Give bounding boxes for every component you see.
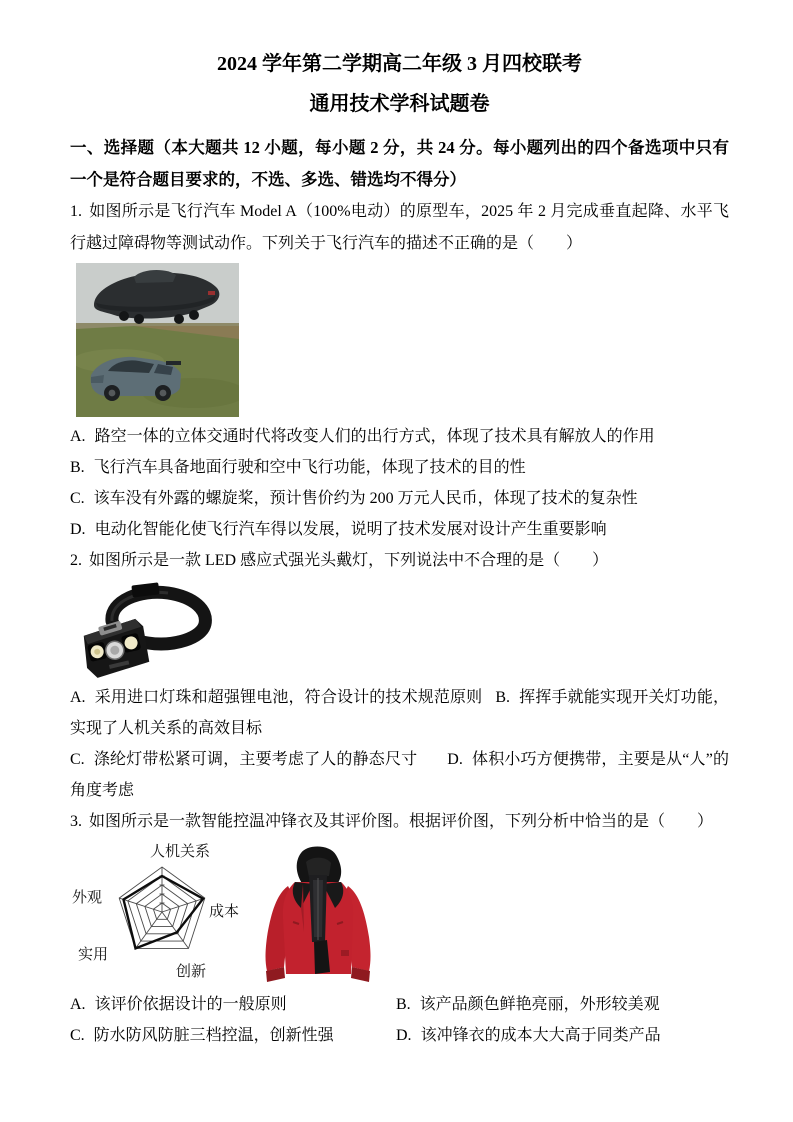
question-2-stem (70, 545, 729, 576)
question-3-option-d: D. 该冲锋衣的成本大大高于同类产品 (396, 1026, 661, 1044)
section-heading: 一、选择题（本大题共 12 小题，每小题 2 分，共 24 分。每小题列出的四个备选项中只有一个是符合题目要求的，不选、多选、错选均不得分） (70, 138, 729, 190)
question-1-stem (70, 196, 729, 258)
led-headlamp-photo-svg (76, 581, 214, 678)
question-3-figures (70, 842, 729, 985)
exam-title: 2024 学年第二学期高二年级 3 月四校联考 (217, 53, 582, 75)
question-2-option-a: A. 采用进口灯珠和超强锂电池，符合设计的技术规范原则 (70, 688, 483, 706)
radar-axis-label-chuangxin: 创新 (176, 963, 207, 980)
question-3 (70, 806, 729, 1051)
radar-axis-label-renji: 人机关系 (150, 843, 211, 860)
radar-axis-label-waiguan: 外观 (72, 889, 103, 906)
flying-car-photo (76, 263, 729, 417)
question-3-option-a: A. 该评价依据设计的一般原则 (70, 995, 287, 1013)
question-3-stem-text: 如图所示是一款智能控温冲锋衣及其评价图。根据评价图，下列分析中恰当的是（ ） (89, 813, 714, 831)
flying-car-photo-svg (76, 263, 239, 417)
question-2-option-b: B. 挥挥手就能实现开关灯功能，实现了人机关系的高效目标 (70, 688, 729, 737)
question-1-number: 1. (70, 203, 82, 221)
question-3-option-c: C. 防水防风防脏三档控温，创新性强 (70, 1026, 334, 1044)
jacket-photo (257, 842, 379, 985)
question-2-options-row-2 (70, 744, 729, 806)
question-1-option-c: C. 该车没有外露的螺旋桨，预计售价约为 200 万元人民币，体现了技术的复杂性 (70, 490, 638, 508)
radar-data-polygon (124, 876, 204, 948)
jacket (266, 846, 371, 982)
question-1-options (70, 421, 729, 546)
question-3-number: 3. (70, 813, 82, 831)
question-1-option-b: B. 飞行汽车具备地面行驶和空中飞行功能，体现了技术的目的性 (70, 458, 526, 476)
headlamp-body (78, 615, 152, 677)
ground-suv (91, 357, 181, 401)
question-3-options (70, 989, 729, 1051)
question-2-number: 2. (70, 552, 82, 570)
exam-subtitle: 通用技术学科试题卷 (309, 93, 490, 115)
question-3-stem (70, 806, 729, 837)
question-3-option-b: B. 该产品颜色鲜艳亮丽，外形较美观 (396, 995, 660, 1013)
question-2-options-row-1 (70, 682, 729, 744)
question-1-option-a: A. 路空一体的立体交通时代将改变人们的出行方式，体现了技术具有解放人的作用 (70, 427, 655, 445)
question-2-stem-text: 如图所示是一款 LED 感应式强光头戴灯，下列说法中不合理的是（ ） (89, 552, 609, 570)
question-1-option-d: D. 电动化智能化使飞行汽车得以发展，说明了技术发展对设计产生重要影响 (70, 521, 607, 539)
radar-evaluation-chart (70, 842, 245, 982)
question-2-option-d: D. 体积小巧方便携带，主要是从“人”的角度考虑 (70, 751, 729, 800)
question-2-option-c: C. 涤纶灯带松紧可调，主要考虑了人的静态尺寸 (70, 751, 418, 769)
question-2 (70, 545, 729, 806)
radar-axis-label-chengben: 成本 (209, 903, 240, 920)
question-1 (70, 196, 729, 545)
led-headlamp-photo (76, 581, 729, 678)
question-1-stem-text: 如图所示是飞行汽车 Model A（100%电动）的原型车，2025 年 2 月完成垂直起降、水平飞行越过障碍物等测试动作。下列关于飞行汽车的描述不正确的是（ ） (70, 203, 729, 252)
radar-axis-label-shiyong: 实用 (78, 946, 109, 963)
